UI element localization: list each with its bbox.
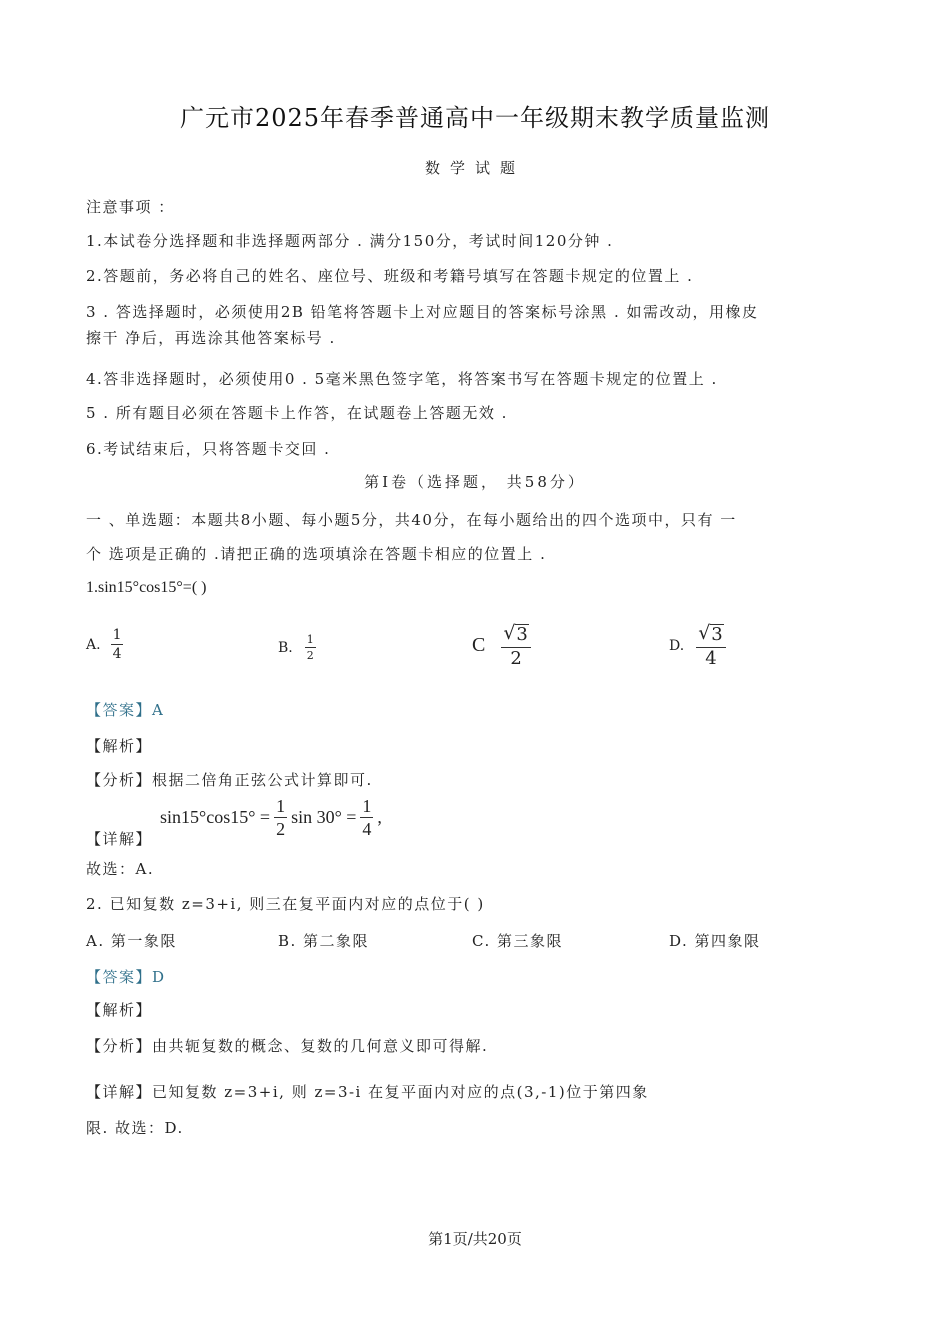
sqrt: √ 3 — [698, 622, 723, 645]
answer-tag: 【答案】 — [86, 968, 153, 986]
exam-subtitle: 数学试题 — [424, 159, 525, 177]
numerator: 1 — [306, 633, 314, 646]
q2-fenxi — [86, 1035, 488, 1056]
detail-text: 已知复数 z=3+i, 则 z=3-i 在复平面内对应的点(3,-1)位于第四象 — [152, 1083, 649, 1101]
q2-option-d: D. 第四象限 — [669, 932, 761, 950]
numerator: 1 — [362, 796, 372, 816]
q1-option-c — [472, 624, 531, 668]
fenxi-text: 根据二倍角正弦公式计算即可. — [152, 771, 373, 789]
numerator — [696, 624, 726, 648]
q2-option-c: C. 第三象限 — [472, 932, 563, 950]
denominator: 4 — [705, 647, 717, 669]
q1-option-a — [86, 628, 123, 661]
fenxi-tag: 【分析】 — [86, 771, 153, 789]
numerator: 1 — [112, 627, 122, 643]
q2-answer — [86, 966, 166, 987]
option-label: C — [472, 634, 486, 657]
numerator: 1 — [276, 796, 286, 816]
fraction — [111, 628, 124, 661]
fraction — [696, 624, 726, 668]
q2-detail-cont: 限. 故选：D. — [86, 1119, 184, 1137]
exam-title: 广元市2025年春季普通高中一年级期末教学质量监测 — [179, 104, 771, 132]
q1-formula — [160, 797, 382, 838]
note-item: 3 . 答选择题时，必须使用2B 铅笔将答题卡上对应题目的答案标号涂黑 . 如需改动，用橡皮 — [86, 303, 759, 321]
q1-answer — [86, 699, 164, 720]
q1-analysis-tag: 【解析】 — [86, 737, 153, 755]
note-item: 6.考试结束后，只将答题卡交回 . — [86, 440, 331, 458]
q2-analysis-tag: 【解析】 — [86, 1001, 153, 1019]
option-label: A. — [86, 636, 101, 653]
fraction — [360, 797, 373, 838]
sqrt: √ 3 — [503, 622, 528, 645]
fraction — [274, 797, 287, 838]
answer-value: D — [152, 968, 166, 986]
q1-option-b — [278, 634, 316, 661]
note-item: 擦干 净后，再选涂其他答案标号 . — [86, 329, 336, 347]
option-label: B. — [278, 639, 293, 656]
q1-detail-tag: 【详解】 — [86, 830, 153, 848]
notes-heading: 注意事项 ： — [86, 198, 175, 216]
denominator: 2 — [510, 647, 522, 669]
formula-mid: sin 30° = — [291, 807, 357, 827]
q2-option-a: A. 第一象限 — [86, 932, 177, 950]
denominator: 4 — [112, 646, 122, 662]
detail-tag: 【详解】 — [86, 1083, 153, 1101]
radicand: 3 — [711, 624, 723, 645]
note-item: 5 . 所有题目必须在答题卡上作答，在试题卷上答题无效 . — [86, 404, 508, 422]
q1-conclusion: 故选：A. — [86, 860, 155, 878]
fenxi-text: 由共轭复数的概念、复数的几何意义即可得解. — [152, 1037, 489, 1055]
numerator — [501, 624, 531, 648]
section-intro: 个 选项是正确的 .请把正确的选项填涂在答题卡相应的位置上 . — [86, 545, 547, 563]
formula-end: , — [377, 807, 382, 827]
fenxi-tag: 【分析】 — [86, 1037, 153, 1055]
q1-option-d — [669, 624, 726, 668]
note-item: 4.答非选择题时，必须使用0 . 5毫米黑色签字笔，将答案书写在答题卡规定的位置上 . — [86, 370, 718, 388]
section-intro: 一 、单选题：本题共8小题、每小题5分，共40分，在每小题给出的四个选项中，只有 一 — [86, 511, 737, 529]
formula-lhs: sin15°cos15° = — [160, 807, 271, 827]
fraction — [501, 624, 531, 668]
denominator: 4 — [362, 819, 372, 839]
q1-stem: 1.sin15°cos15°=( ) — [86, 579, 207, 596]
q2-option-b: B. 第二象限 — [278, 932, 370, 950]
page-footer: 第1页/共20页 — [428, 1230, 522, 1248]
answer-value: A — [152, 701, 165, 719]
answer-tag: 【答案】 — [86, 701, 153, 719]
note-item: 2.答题前，务必将自己的姓名、座位号、班级和考籍号填写在答题卡规定的位置上 . — [86, 267, 694, 285]
note-item: 1.本试卷分选择题和非选择题两部分 . 满分150分，考试时间120分钟 . — [86, 232, 614, 250]
option-label: D. — [669, 637, 685, 654]
section-heading: 第Ⅰ卷（选择题， 共58分） — [364, 473, 586, 491]
fraction — [305, 634, 316, 661]
radicand: 3 — [516, 624, 528, 645]
denominator: 2 — [306, 649, 314, 662]
denominator: 2 — [276, 819, 286, 839]
q1-fenxi — [86, 769, 373, 790]
q2-stem: 2. 已知复数 z=3+i, 则三在复平面内对应的点位于( ) — [86, 895, 485, 913]
q2-detail — [86, 1081, 649, 1102]
